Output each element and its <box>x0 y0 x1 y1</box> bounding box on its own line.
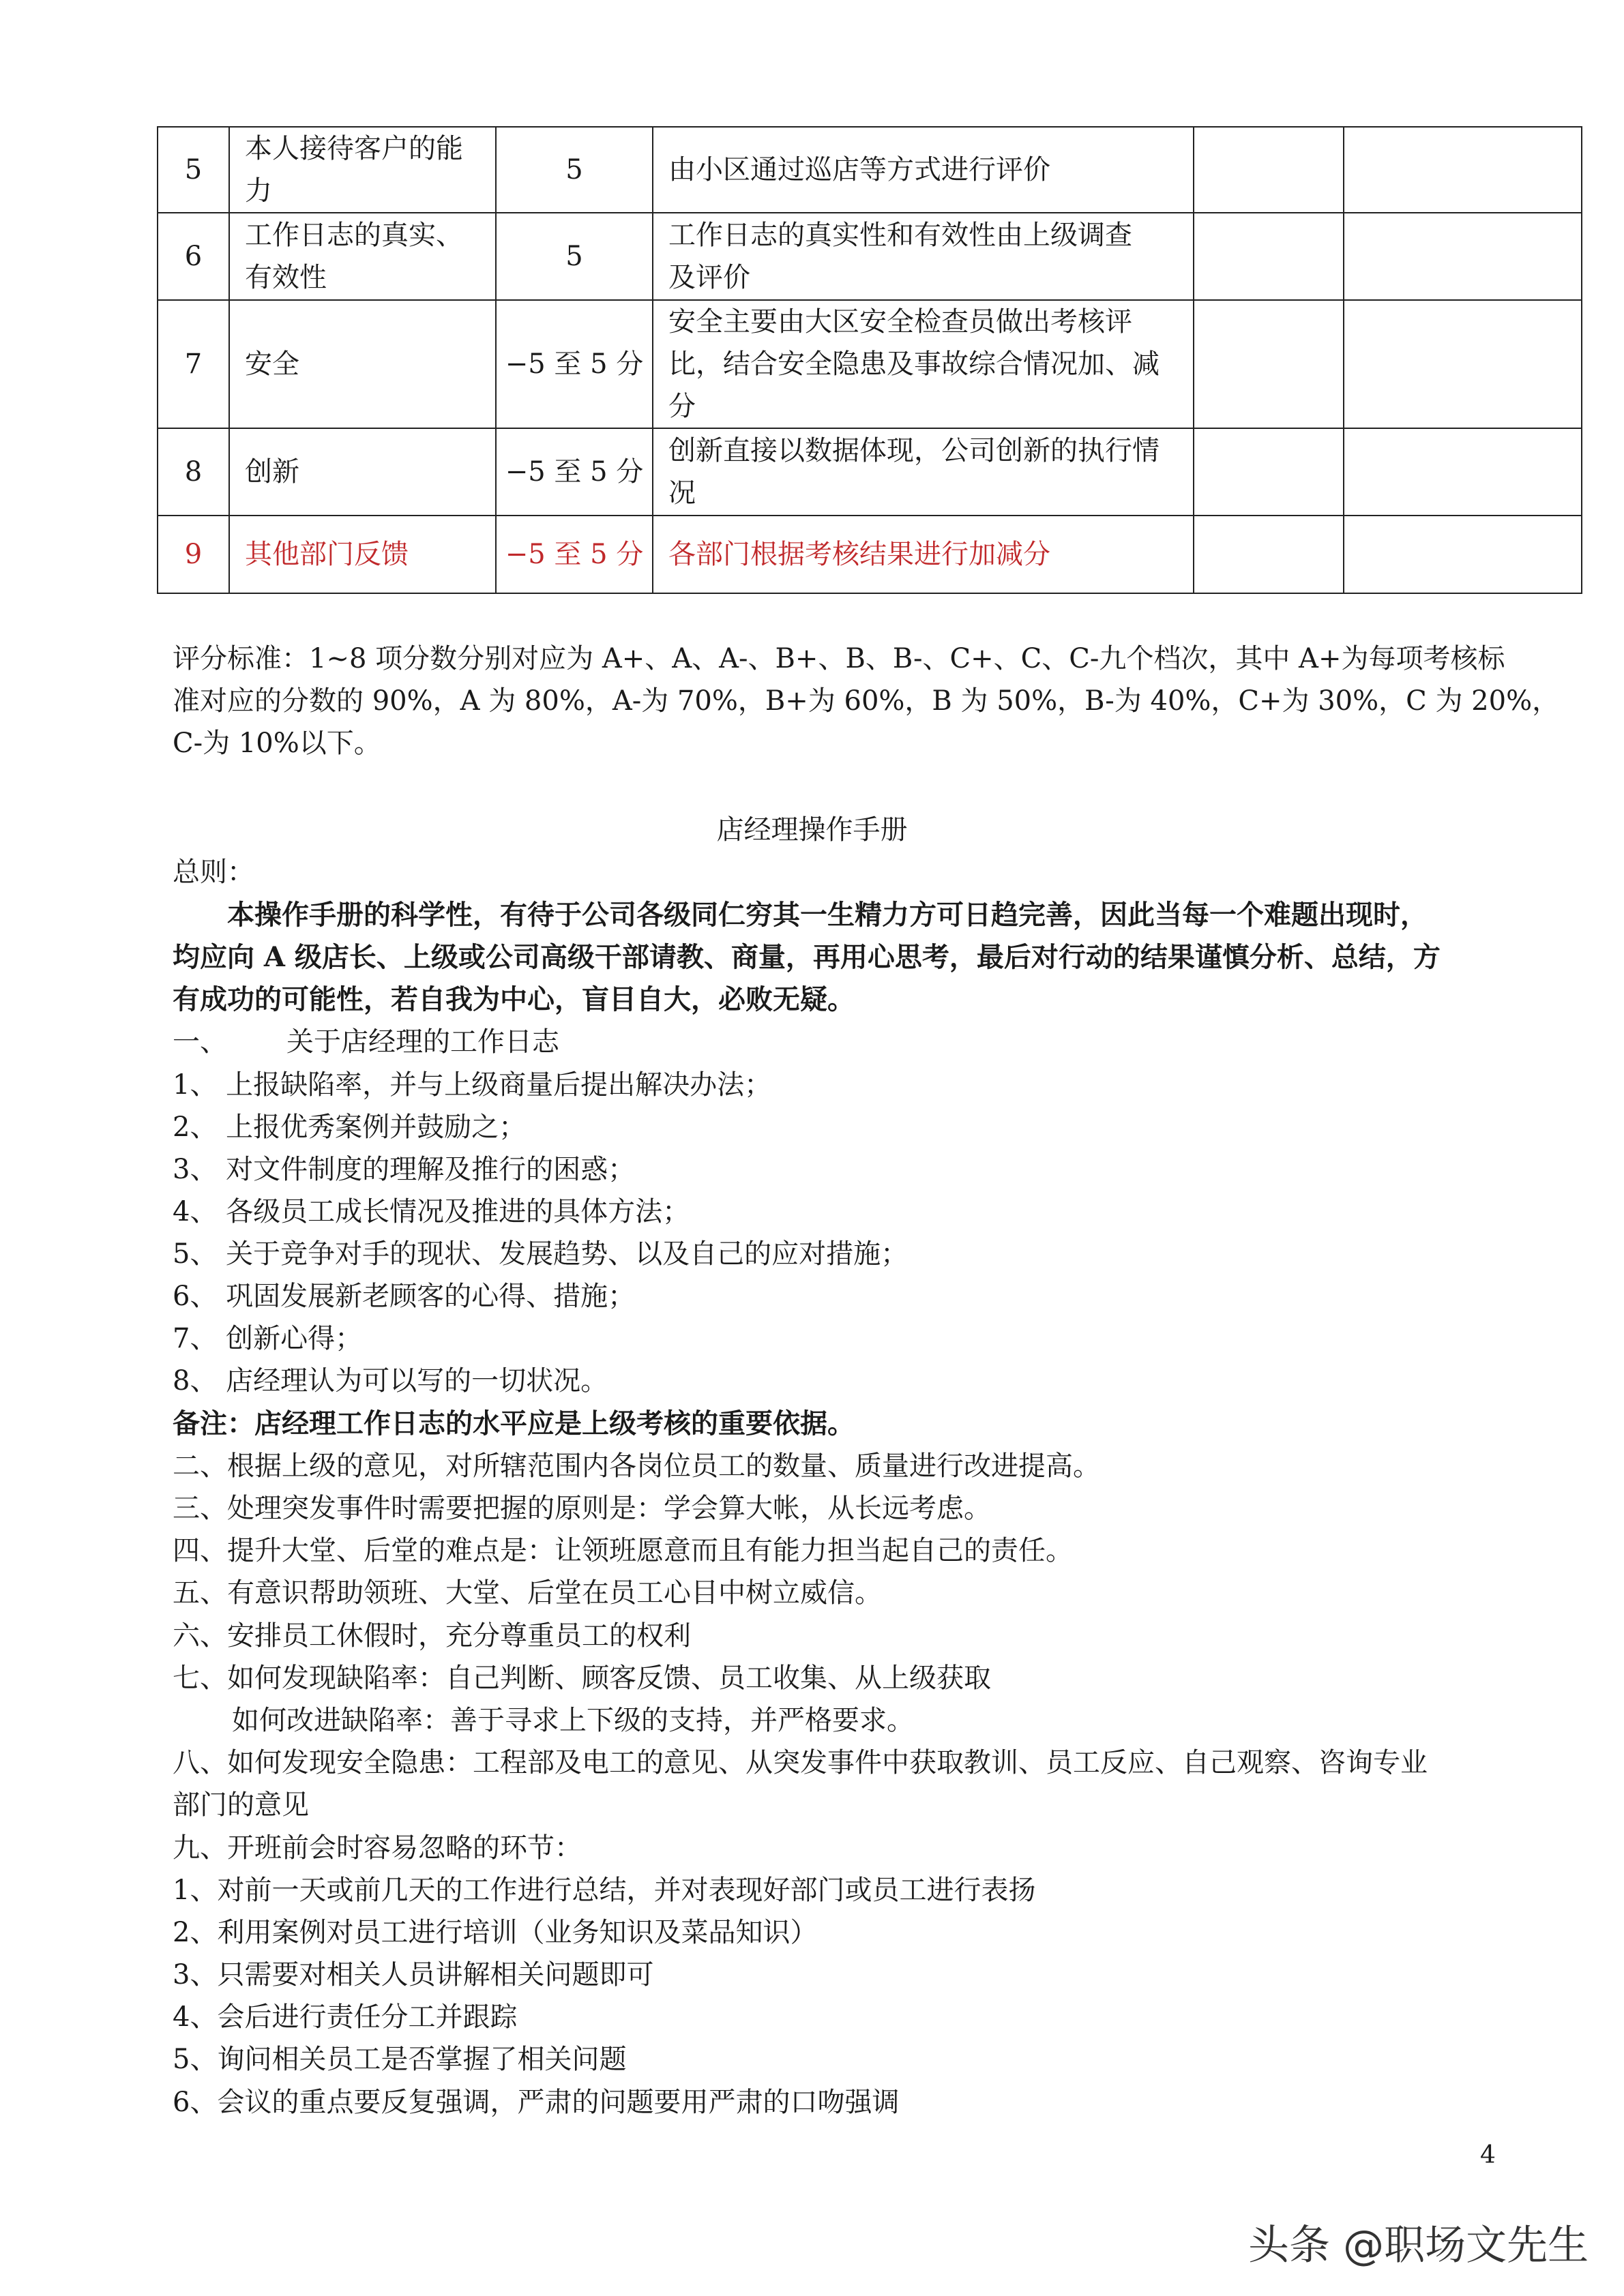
watermark: 头条 @职场文先生 <box>1248 2222 1589 2269</box>
row-item: 安全 <box>229 300 496 428</box>
section-number: 一、 <box>173 1026 227 1058</box>
list-item: 6、 巩固发展新老顾客的心得、措施； <box>173 1281 636 1312</box>
section-line: 五、有意识帮助领班、大堂、后堂在员工心目中树立威信。 <box>173 1577 882 1609</box>
list-item: 1、对前一天或前几天的工作进行总结，并对表现好部门或员工进行表扬 <box>173 1875 1036 1906</box>
list-item: 2、 上报优秀案例并鼓励之； <box>173 1112 527 1143</box>
row-empty-cell <box>1194 428 1344 516</box>
row-empty-cell <box>1344 213 1582 300</box>
standard-line: 准对应的分数的 90%，A 为 80%，A-为 70%，B+为 60%，B 为 50%，B-为 40%，C+为 30%，C 为 20%， <box>173 685 1560 717</box>
list-item: 3、只需要对相关人员讲解相关问题即可 <box>173 1959 654 1991</box>
row-score: 5 <box>496 127 653 213</box>
section-line: 九、开班前会时容易忽略的环节： <box>173 1832 582 1864</box>
standard-line: C-为 10%以下。 <box>173 728 381 759</box>
general-text-line: 本操作手册的科学性，有待于公司各级同仁穷其一生精力方可日趋完善，因此当每一个难题出现时， <box>227 899 1428 931</box>
list-item: 1、 上报缺陷率，并与上级商量后提出解决办法； <box>173 1069 772 1101</box>
row-description: 由小区通过巡店等方式进行评价 <box>653 127 1194 213</box>
row-description: 各部门根据考核结果进行加减分 <box>653 516 1194 593</box>
list-item: 8、 店经理认为可以写的一切状况。 <box>173 1365 608 1397</box>
section-line: 如何改进缺陷率：善于寻求上下级的支持，并严格要求。 <box>232 1705 914 1736</box>
list-item: 4、会后进行责任分工并跟踪 <box>173 2001 518 2033</box>
page-number: 4 <box>1480 2141 1496 2169</box>
list-item: 6、会议的重点要反复强调，严肃的问题要用严肃的口吻强调 <box>173 2087 900 2118</box>
row-score: −5 至 5 分 <box>496 300 653 428</box>
table-row <box>158 516 1582 593</box>
row-empty-cell <box>1344 516 1582 593</box>
row-empty-cell <box>1194 300 1344 428</box>
section-line: 三、处理突发事件时需要把握的原则是：学会算大帐，从长远考虑。 <box>173 1493 991 1524</box>
section-line: 六、安排员工休假时，充分尊重员工的权利 <box>173 1620 691 1652</box>
section-title: 关于店经理的工作日志 <box>286 1026 559 1058</box>
row-score: −5 至 5 分 <box>496 516 653 593</box>
row-empty-cell <box>1344 300 1582 428</box>
table-row <box>158 127 1582 213</box>
list-item: 4、 各级员工成长情况及推进的具体方法； <box>173 1196 690 1227</box>
row-item: 工作日志的真实、 有效性 <box>229 213 496 300</box>
row-empty-cell <box>1194 516 1344 593</box>
section-line: 八、如何发现安全隐患：工程部及电工的意见、从突发事件中获取教训、员工反应、自己观察、咨询专业 <box>173 1747 1428 1778</box>
row-score: 5 <box>496 213 653 300</box>
table-row <box>158 213 1582 300</box>
list-item: 2、利用案例对员工进行培训（业务知识及菜品知识） <box>173 1917 818 1948</box>
row-description: 工作日志的真实性和有效性由上级调查 及评价 <box>653 213 1194 300</box>
section-line: 七、如何发现缺陷率：自己判断、顾客反馈、员工收集、从上级获取 <box>173 1663 991 1694</box>
general-text-line: 有成功的可能性，若自我为中心，盲目自大，必败无疑。 <box>173 983 855 1015</box>
row-description: 创新直接以数据体现，公司创新的执行情 况 <box>653 428 1194 516</box>
section-line: 四、提升大堂、后堂的难点是：让领班愿意而且有能力担当起自己的责任。 <box>173 1535 1073 1566</box>
standard-line: 评分标准：1~8 项分数分别对应为 A+、A、A-、B+、B、B-、C+、C、C-九个档次，其中 A+为每项考核标 <box>173 643 1505 674</box>
row-score: −5 至 5 分 <box>496 428 653 516</box>
row-number: 6 <box>158 213 229 300</box>
row-empty-cell <box>1194 213 1344 300</box>
row-description: 安全主要由大区安全检查员做出考核评 比，结合安全隐患及事故综合情况加、减 分 <box>653 300 1194 428</box>
note: 备注：店经理工作日志的水平应是上级考核的重要依据。 <box>173 1407 855 1440</box>
list-item: 3、 对文件制度的理解及推行的困惑； <box>173 1154 636 1185</box>
section-line: 部门的意见 <box>173 1789 309 1821</box>
row-item: 创新 <box>229 428 496 516</box>
section-line: 二、根据上级的意见，对所辖范围内各岗位员工的数量、质量进行改进提高。 <box>173 1450 1100 1482</box>
row-item: 其他部门反馈 <box>229 516 496 593</box>
row-number: 8 <box>158 428 229 516</box>
table-row <box>158 428 1582 516</box>
row-number: 7 <box>158 300 229 428</box>
list-item: 5、询问相关员工是否掌握了相关问题 <box>173 2044 627 2075</box>
row-empty-cell <box>1194 127 1344 213</box>
list-item: 5、 关于竞争对手的现状、发展趋势、以及自己的应对措施； <box>173 1238 909 1270</box>
row-item: 本人接待客户的能 力 <box>229 127 496 213</box>
score-table <box>157 126 1582 594</box>
row-number: 9 <box>158 516 229 593</box>
row-empty-cell <box>1344 127 1582 213</box>
general-text-line: 均应向 A 级店长、上级或公司高级干部请教、商量，再用心思考，最后对行动的结果谨慎分析、总结，方 <box>173 941 1441 973</box>
list-item: 7、 创新心得； <box>173 1323 363 1354</box>
general-label: 总则： <box>173 856 254 888</box>
row-empty-cell <box>1344 428 1582 516</box>
manual-title: 店经理操作手册 <box>716 814 908 846</box>
row-number: 5 <box>158 127 229 213</box>
table-row <box>158 300 1582 428</box>
